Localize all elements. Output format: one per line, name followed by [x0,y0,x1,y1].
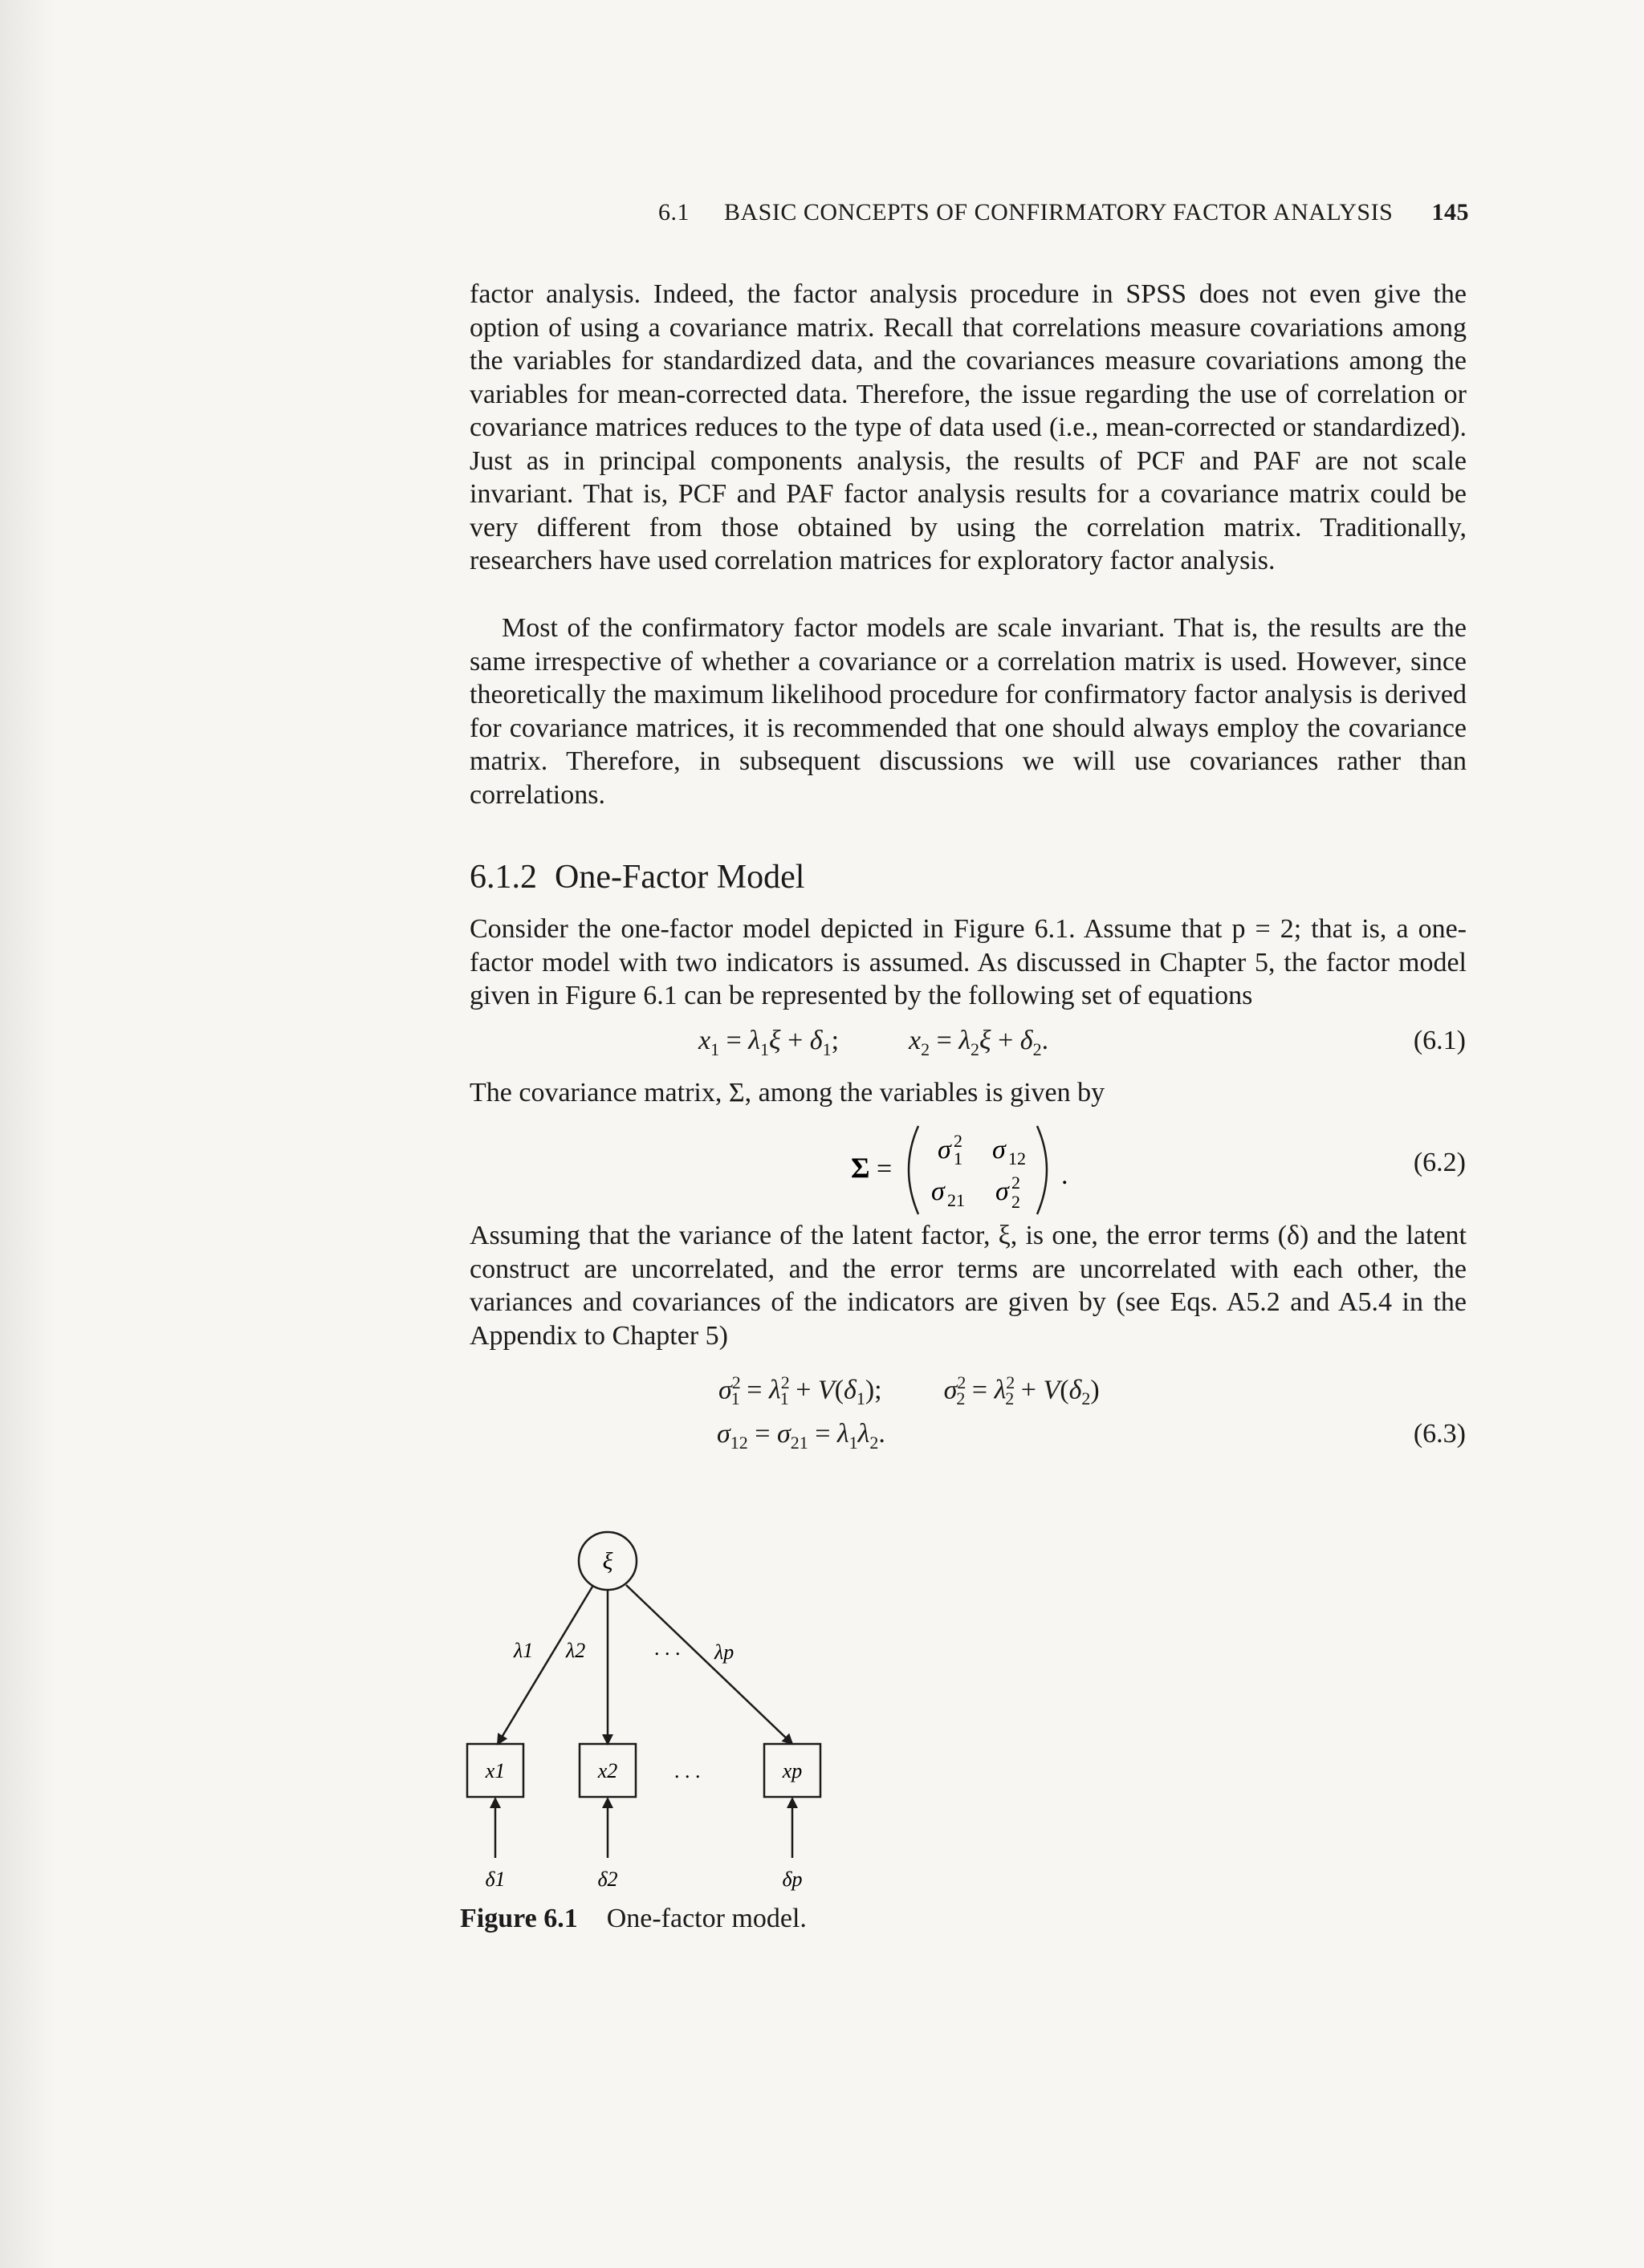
paragraph-2: Most of the confirmatory factor models are scale invariant. That is, the results are the same irrespective of whether a covariance or a correlation matrix is used. However, since theoretically the maximum likelihood procedure for confirmatory factor analysis is derived for covariance matrices, it is recommended that one should always employ the covariance matrix. Therefore, in subsequent discussions we will use covariances rather than correlations. [470,613,1467,810]
paragraph-4: The covariance matrix, Σ, among the variables is given by [470,1078,1105,1108]
svg-text:2: 2 [1011,1173,1020,1193]
page-number: 145 [1431,199,1469,226]
loading-label-2: λ2 [566,1639,586,1662]
svg-text:.: . [1061,1160,1068,1190]
paragraph-5: Assuming that the variance of the latent factor, ξ, is one, the error terms (δ) and the latent construct are uncorrelated, and the error terms are uncorrelated with each other, the variances and covariances of the indicators are given by (see Eqs. A5.2 and A5.4 in the Appendix to Chapter 5) [470,1221,1467,1351]
svg-text:21: 21 [947,1190,965,1210]
svg-text:1: 1 [954,1148,962,1169]
svg-text:σ: σ [995,1177,1009,1206]
loading-arrow-p [626,1585,792,1744]
svg-text:2: 2 [954,1131,962,1151]
svg-text:2: 2 [1011,1192,1020,1212]
subsection-heading [470,858,804,896]
equation-6-3-line-2: $\sigma_{12} = \sigma_{21} = \lambda_1\lambda_2$. [717,1419,885,1453]
equation-6-1-label: (6.1) [1413,1026,1466,1055]
subsection-number: 6.1.2 [470,859,537,896]
page-binding-edge [0,0,56,2268]
equation-6-1: $x_1 = \lambda_1\xi + \delta_1$; $x_2 = \lambda_2\xi + \delta_2$. [698,1026,1049,1059]
svg-text:Σ: Σ [851,1152,870,1184]
figure-caption [460,1904,807,1934]
equation-6-3-label: (6.3) [1413,1419,1466,1449]
indicator-label-p: xp [782,1759,803,1782]
subsection-title: One-Factor Model [555,859,805,896]
figure-caption-label: Figure 6.1 [460,1904,578,1933]
loading-label-p: λp [714,1640,735,1664]
loading-label-1: λ1 [514,1639,534,1662]
loading-arrow-1 [498,1587,592,1744]
equation-6-2-label: (6.2) [1413,1148,1466,1177]
paragraph-3: Consider the one-factor model depicted in Figure 6.1. Assume that p = 2; that is, a one-factor model with two indicators is assumed. As discussed in Chapter 5, the factor model given in Figure 6.1 can be represented by the following set of equations [470,914,1467,1010]
indicator-label-1: x1 [485,1759,506,1782]
svg-text:σ: σ [938,1135,951,1164]
error-label-1: δ1 [485,1868,506,1891]
svg-text:σ: σ [992,1135,1006,1164]
factor-node [579,1532,637,1590]
loading-ellipsis: . . . [654,1636,681,1660]
paragraph-1: factor analysis. Indeed, the factor analysis procedure in SPSS does not even give the option of using a covariance matrix. Recall that correlations measure covariations among the variables for standardized data, and the covariances measure covariations among the variables for mean-corrected data. Therefore, the issue regarding the use of correlation or covariance matrices reduces to the type of data used (i.e., mean-corrected or standardized). Just as in principal components analysis, the results of PCF and PAF are not scale invariant. That is, PCF and PAF factor analysis results for a covariance matrix could be very different from those obtained by using the correlation matrix. Traditionally, researchers have used correlation matrices for exploratory factor analysis. [470,279,1467,575]
figure-caption-text: One-factor model. [606,1904,807,1933]
equation-6-3-line-1: $\sigma^2_1 = \lambda^2_1 + V(\delta_1)$; $\sigma^2_2 = \lambda^2_2 + V(\delta_2)$ [718,1372,1100,1409]
svg-text:=: = [877,1154,893,1184]
header-section-title: BASIC CONCEPTS OF CONFIRMATORY FACTOR ANALYSIS [724,199,1394,226]
svg-text:σ: σ [931,1177,945,1206]
svg-text:12: 12 [1008,1148,1026,1169]
error-label-2: δ2 [597,1868,618,1891]
factor-label: ξ [602,1548,613,1575]
indicator-label-2: x2 [597,1759,618,1782]
indicator-ellipsis: . . . [674,1759,701,1782]
error-label-p: δp [782,1868,803,1891]
equation-6-2 [851,1120,1124,1220]
header-section-number: 6.1 [658,199,690,226]
one-factor-diagram [450,1521,867,1898]
